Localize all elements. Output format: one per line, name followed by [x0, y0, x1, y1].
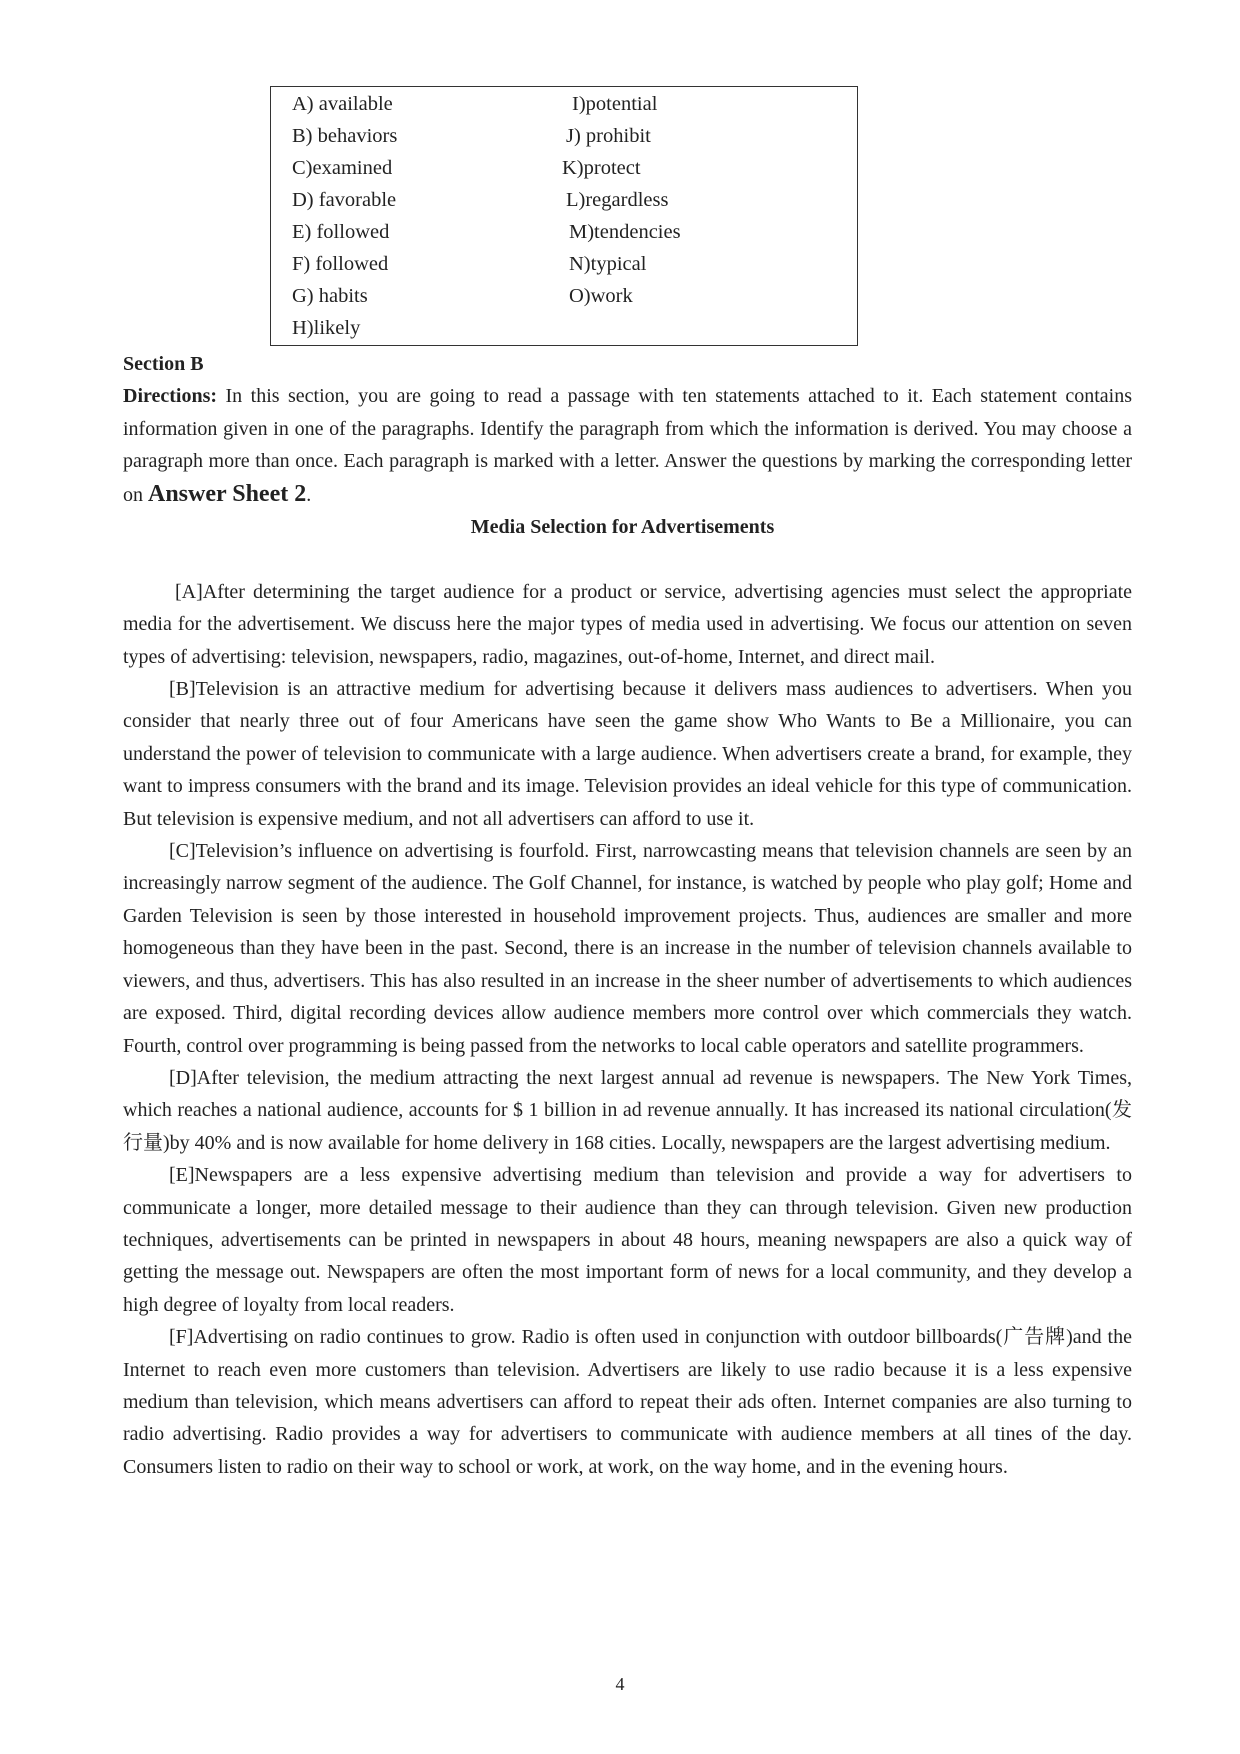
word-option: J) prohibit [566, 125, 651, 147]
word-option: I)potential [572, 93, 658, 115]
passage-title: Media Selection for Advertisements [470, 516, 775, 539]
paragraph-a: [A]After determining the target audience for a product or service, advertising agencies must select the appropriate media for the advertisement. We discuss here the major types of media used in advertising. We focus our attention on seven types of advertising: television, newspapers, radio, magazines, out-of-home, Internet, and direct mail. [123, 580, 1132, 668]
word-option: N)typical [569, 253, 647, 275]
paragraph-e: [E]Newspapers are a less expensive advertising medium than television and provide a way for advertisers to communicate a longer, more detailed message to their audience than they can through television. Given new production techniques, advertisements can be printed in newspapers in about 48 hours, meaning newspapers are also a quick way of getting the message out. Newspapers are often the most important form of news for a local community, and they develop a high degree of loyalty from local readers. [123, 1164, 1132, 1316]
paragraph-d: [D]After television, the medium attracting the next largest annual ad revenue is newspapers. The New York Times, which reaches a national audience, accounts for $ 1 billion in ad revenue annually. It has increased its national circulation(发行量)by 40% and is now available for home delivery in 168 cities. Locally, newspapers are the largest advertising medium. [123, 1066, 1132, 1154]
word-option: B) behaviors [292, 125, 398, 147]
section-heading: Section B [123, 353, 204, 375]
section-content [123, 348, 1132, 1483]
word-option: F) followed [292, 253, 389, 275]
word-option: A) available [292, 93, 393, 115]
word-option: O)work [569, 285, 633, 307]
word-option: E) followed [292, 221, 390, 243]
page-number: 4 [615, 1674, 625, 1694]
blank-line [123, 543, 1132, 575]
word-option: L)regardless [566, 189, 669, 211]
directions-end: . [306, 483, 312, 506]
word-option: C)examined [292, 157, 393, 179]
answer-sheet-label: Answer Sheet 2 [148, 480, 307, 507]
directions-label: Directions: [123, 385, 218, 408]
word-bank-box [270, 86, 858, 346]
word-option: M)tendencies [569, 221, 681, 243]
word-option: K)protect [562, 157, 641, 179]
paragraph-b: [B]Television is an attractive medium for advertising because it delivers mass audiences to advertisers. When you consider that nearly three out of four Americans have seen the game show Who Wants to Be a Millionaire, you can understand the power of television to communicate with a large audience. When advertisers create a brand, for example, they want to impress consumers with the brand and its image. Television provides an ideal vehicle for this type of communication. But television is expensive medium, and not all advertisers can afford to use it. [123, 678, 1132, 830]
word-option: D) favorable [292, 189, 397, 211]
paragraph-f: [F]Advertising on radio continues to grow. Radio is often used in conjunction with outdoor billboards(广告牌)and the Internet to reach even more customers than television. Advertisers are likely to use radio because it is a less expensive medium than television, which means advertisers can afford to repeat their ads often. Internet companies are also turning to radio advertising. Radio provides a way for advertisers to communicate with audience members at all tines of the day. Consumers listen to radio on their way to school or work, at work, on the way home, and in the evening hours. [123, 1326, 1132, 1478]
word-option: H)likely [292, 317, 361, 339]
directions-text: In this section, you are going to read a passage with ten statements attached to it. Each statement contains information given in one of the paragraphs. Identify the paragraph from which the information is derived. You may choose a paragraph more than once. Each paragraph is marked with a letter. Answer the questions by marking the corresponding letter on [123, 385, 1132, 506]
paragraph-c: [C]Television’s influence on advertising is fourfold. First, narrowcasting means that television channels are seen by an increasingly narrow segment of the audience. The Golf Channel, for instance, is watched by people who play golf; Home and Garden Television is seen by those interested in household improvement projects. Thus, audiences are smaller and more homogeneous than they have been in the past. Second, there is an increase in the number of television channels available to viewers, and thus, advertisers. This has also resulted in an increase in the sheer number of advertisements to which audiences are exposed. Third, digital recording devices allow audience members more control over which commercials they watch. Fourth, control over programming is being passed from the networks to local cable operators and satellite programmers. [123, 840, 1132, 1057]
word-option: G) habits [292, 285, 368, 307]
directions [123, 380, 1132, 511]
